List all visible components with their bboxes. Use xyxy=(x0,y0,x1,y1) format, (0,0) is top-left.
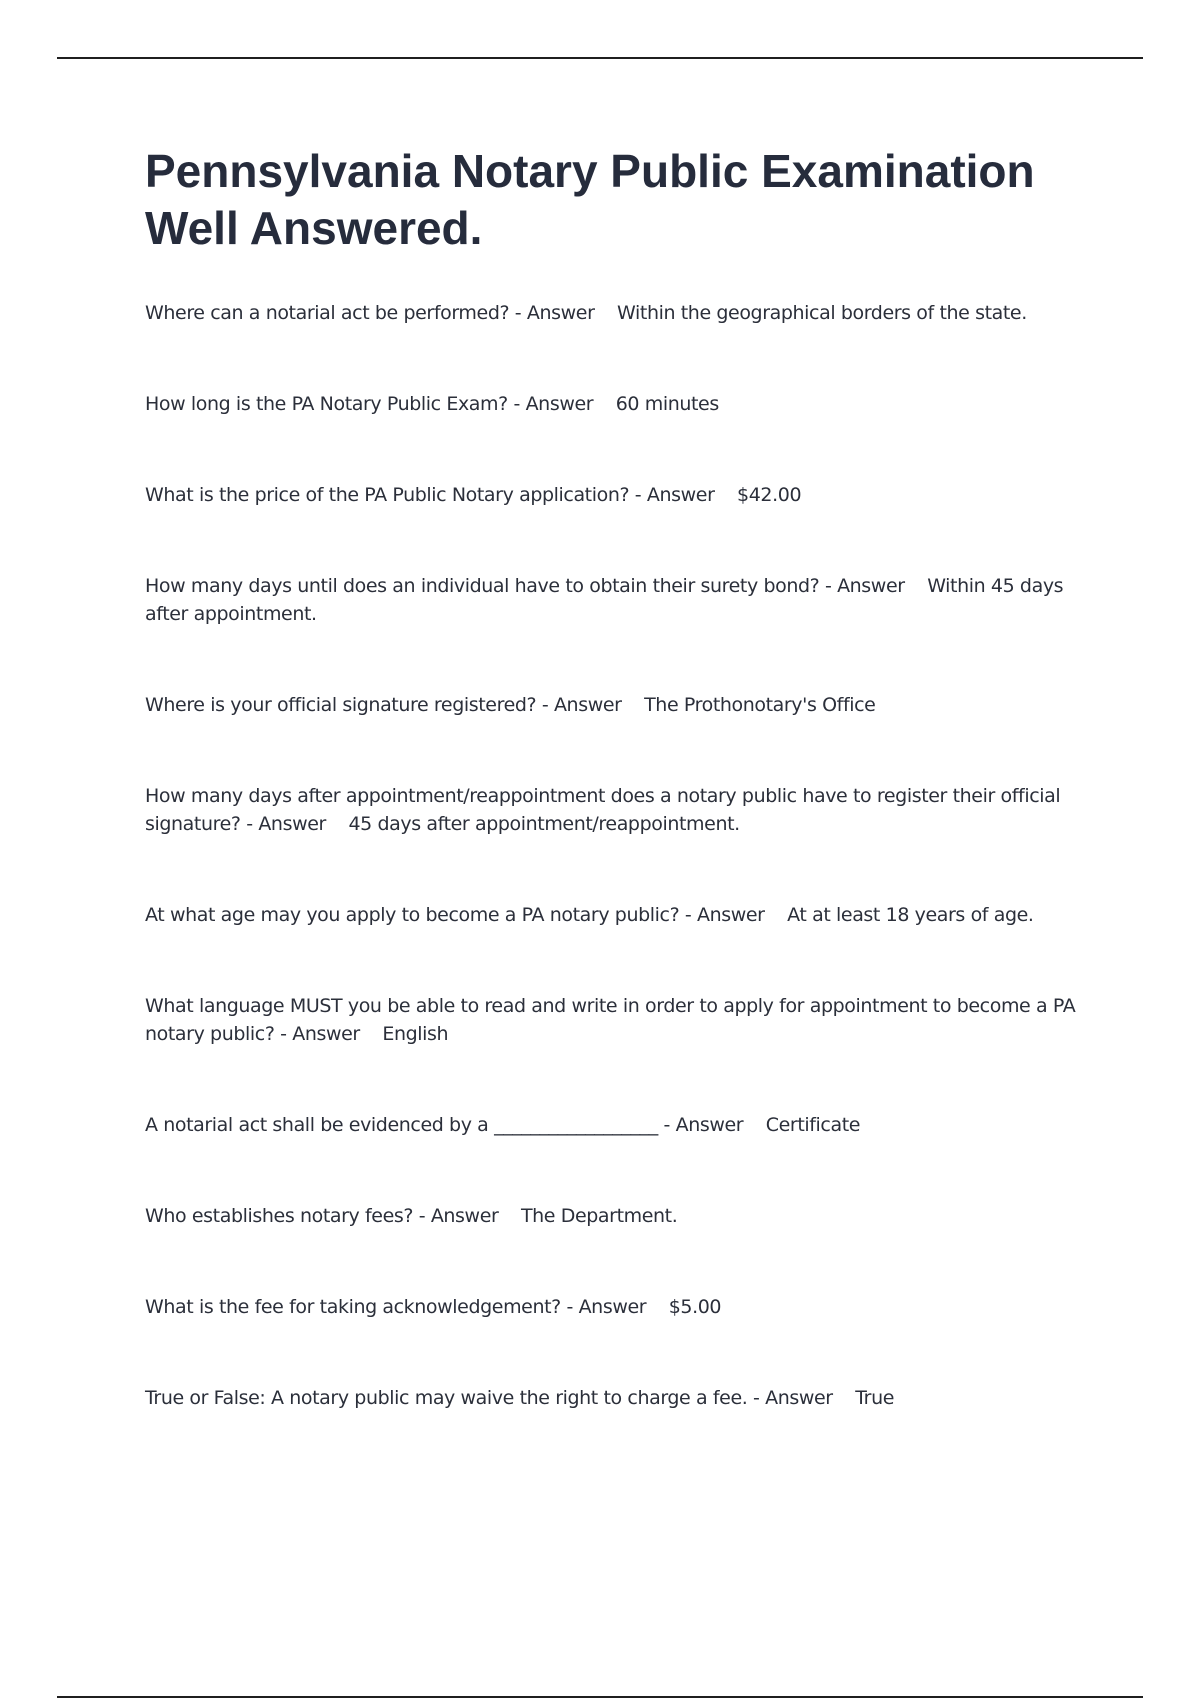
qa-item xyxy=(145,992,1085,1048)
answer-text: 60 minutes xyxy=(615,393,719,415)
answer-text: $5.00 xyxy=(668,1296,722,1318)
qa-item xyxy=(145,299,1085,327)
answer-separator: - Answer xyxy=(507,393,616,415)
answer-text: The Prothonotary's Office xyxy=(644,694,876,716)
answer-text: Within 45 days after appointment. xyxy=(145,575,1064,625)
qa-item xyxy=(145,572,1085,628)
answer-separator: - Answer xyxy=(536,694,645,716)
qa-item xyxy=(145,1384,1085,1412)
qa-item xyxy=(145,1202,1085,1230)
answer-separator: - Answer xyxy=(509,302,618,324)
answer-separator: - Answer xyxy=(657,1114,766,1136)
question-text: How many days until does an individual have to obtain their surety bond? xyxy=(145,575,820,597)
question-text: Where can a notarial act be performed? xyxy=(145,302,510,324)
answer-separator: - Answer xyxy=(629,484,738,506)
document-title: Pennsylvania Notary Public Examination Well Answered. xyxy=(145,145,1035,254)
top-rule xyxy=(57,57,1143,59)
qa-item xyxy=(145,782,1085,838)
qa-item xyxy=(145,1111,1085,1139)
answer-text: The Department. xyxy=(520,1205,678,1227)
qa-item xyxy=(145,691,1085,719)
qa-item xyxy=(145,901,1085,929)
answer-separator: - Answer xyxy=(240,813,349,835)
answer-text: Certificate xyxy=(765,1114,861,1136)
answer-text: True xyxy=(855,1387,895,1409)
answer-text: Within the geographical borders of the state. xyxy=(617,302,1027,324)
question-text: Where is your official signature registered? xyxy=(145,694,537,716)
question-text: How many days after appointment/reappointment does a notary public have to register their official signature? xyxy=(145,785,1061,835)
answer-text: $42.00 xyxy=(737,484,802,506)
qa-item xyxy=(145,1293,1085,1321)
answer-text: At at least 18 years of age. xyxy=(787,904,1034,926)
answer-separator: - Answer xyxy=(413,1205,521,1227)
answer-separator: - Answer xyxy=(560,1296,669,1318)
question-text: True or False: A notary public may waive the right to charge a fee. xyxy=(145,1387,748,1409)
bottom-rule xyxy=(57,1696,1143,1698)
document-body xyxy=(145,143,1085,1475)
question-text: What is the fee for taking acknowledgement? xyxy=(145,1296,561,1318)
answer-separator: - Answer xyxy=(679,904,788,926)
answer-separator: - Answer xyxy=(819,575,928,597)
question-text: At what age may you apply to become a PA notary public? xyxy=(145,904,680,926)
question-text: How long is the PA Notary Public Exam? xyxy=(145,393,508,415)
question-text: A notarial act shall be evidenced by a __________________ xyxy=(145,1114,658,1136)
qa-item xyxy=(145,481,1085,509)
answer-text: English xyxy=(382,1023,449,1045)
question-text: What language MUST you be able to read and write in order to apply for appointment to become a PA notary public? xyxy=(145,995,1076,1045)
answer-separator: - Answer xyxy=(747,1387,856,1409)
answer-separator: - Answer xyxy=(274,1023,383,1045)
question-text: What is the price of the PA Public Notary application? xyxy=(145,484,630,506)
answer-text: 45 days after appointment/reappointment. xyxy=(348,813,740,835)
qa-item xyxy=(145,390,1085,418)
question-text: Who establishes notary fees? xyxy=(145,1205,414,1227)
qa-list xyxy=(145,299,1085,1412)
